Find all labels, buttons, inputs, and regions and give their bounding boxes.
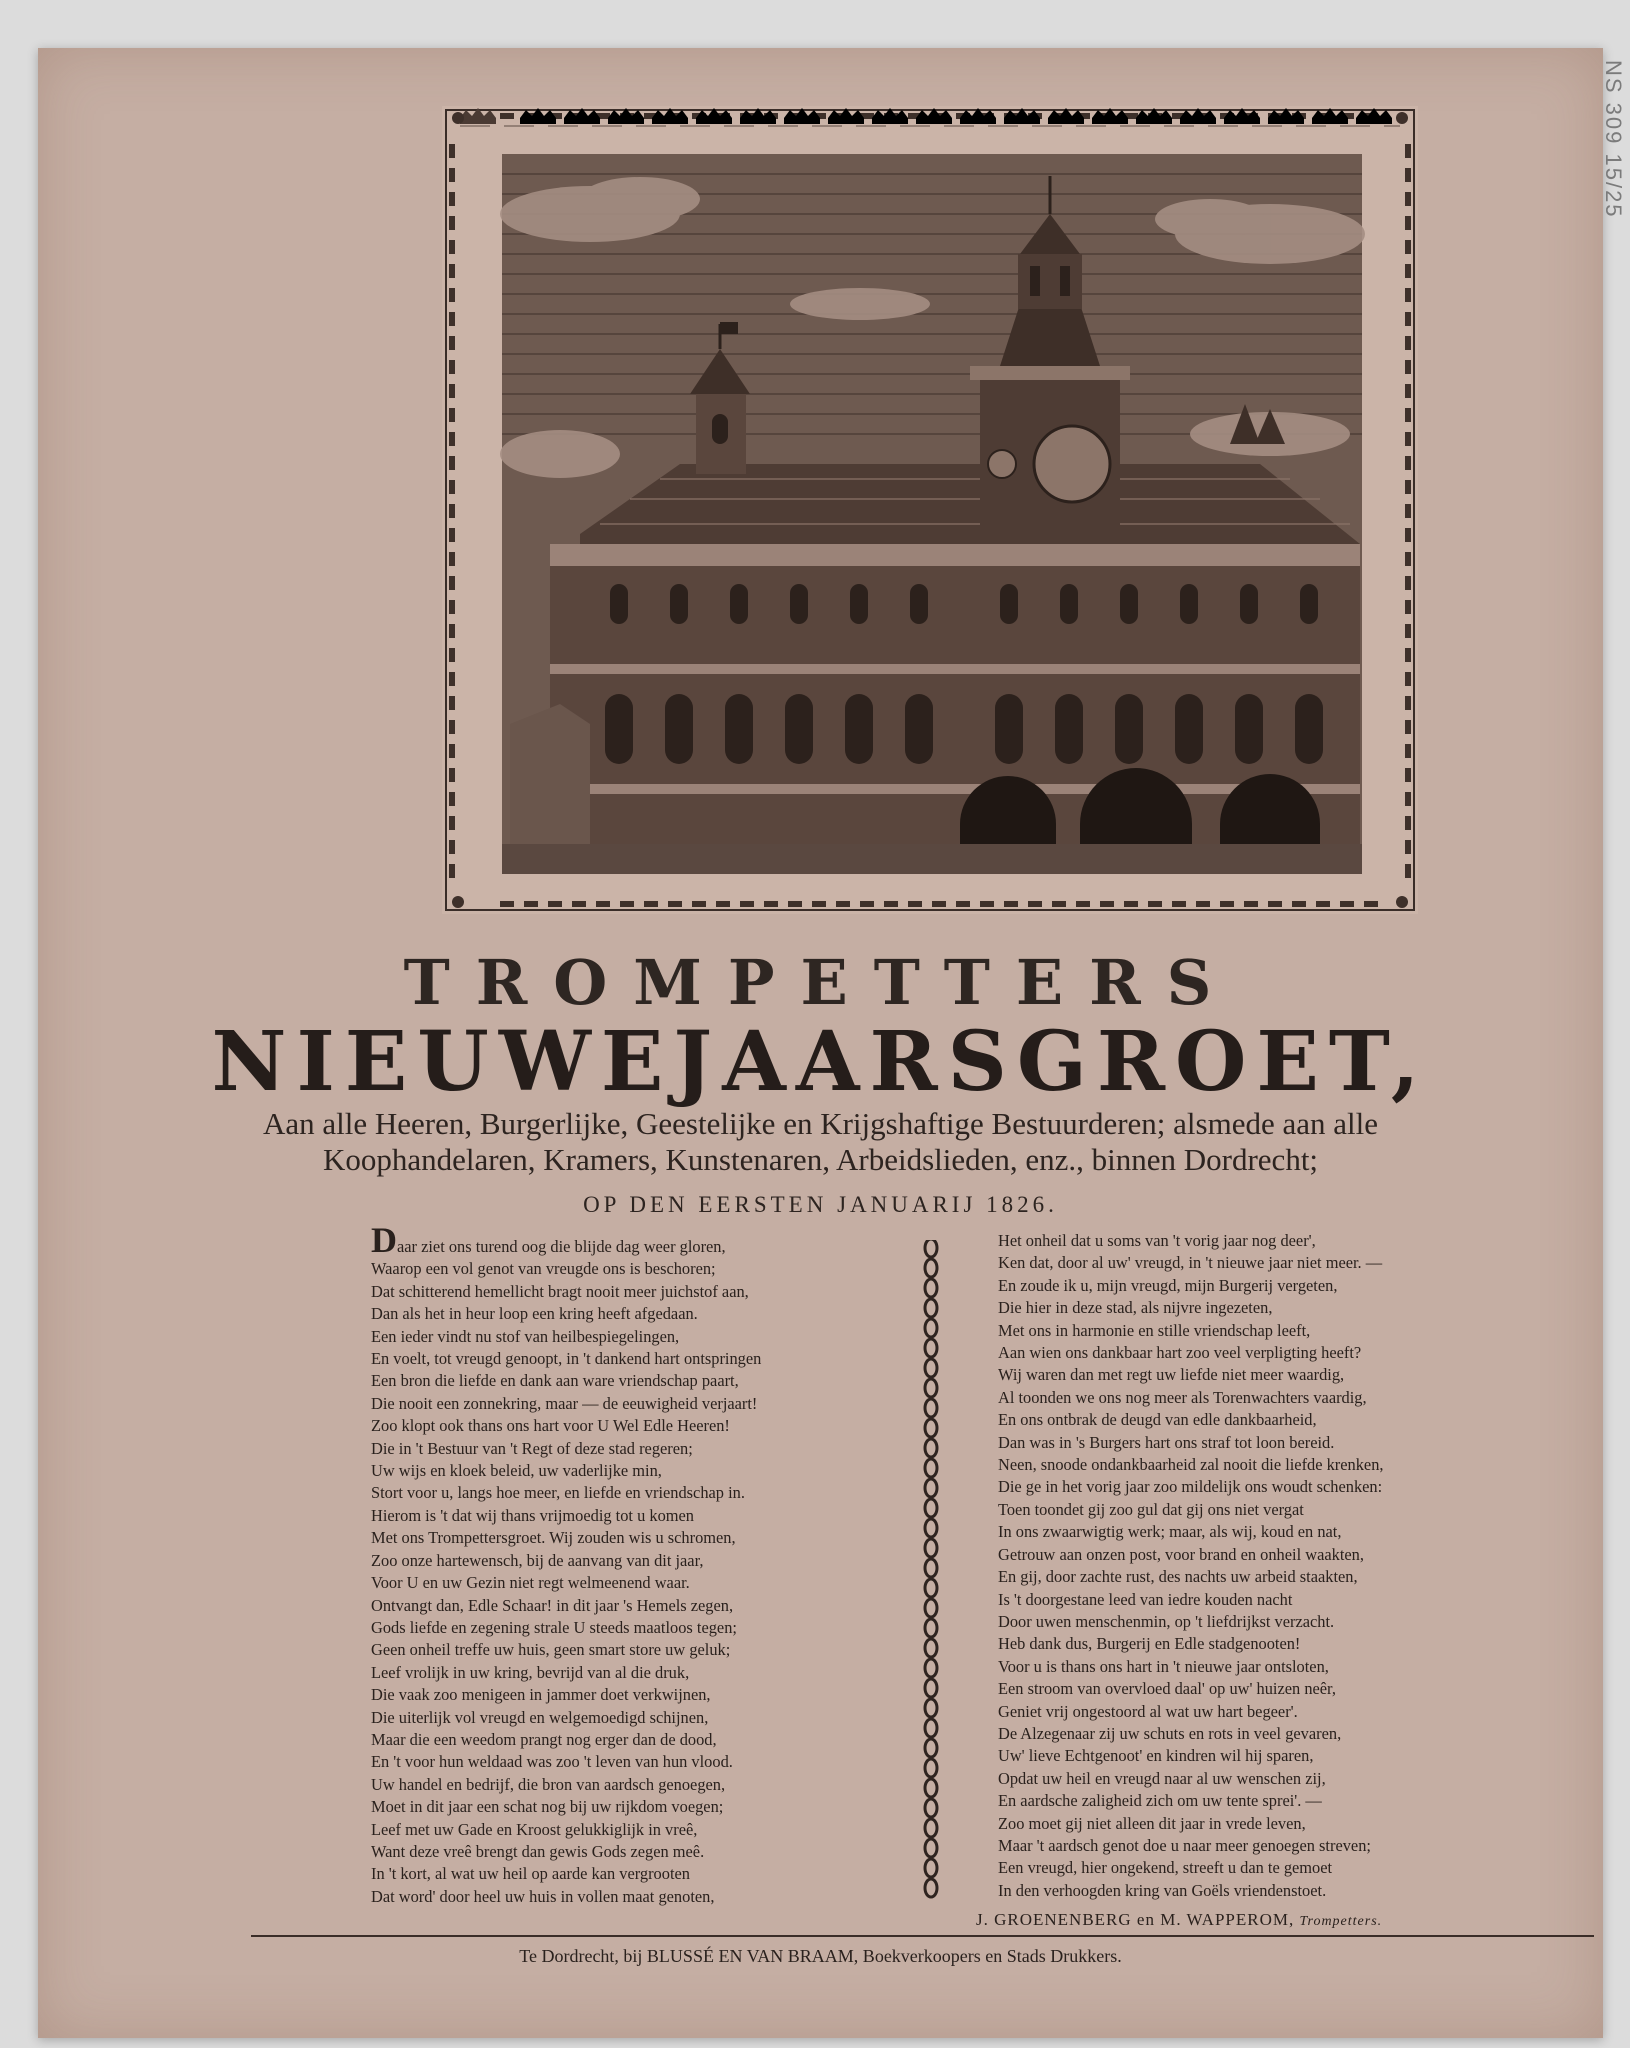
poem-right-lines [998, 1230, 1528, 1902]
poem-line: Al toonden we ons nog meer als Torenwachters vaardig, [998, 1387, 1367, 1407]
chain-link [925, 1259, 937, 1277]
chain-link [925, 1240, 937, 1257]
poem-line: Geniet vrij ongestoord al wat uw hart begeer'. [998, 1701, 1298, 1721]
poem-line: En zoude ik u, mijn vreugd, mijn Burgerij vergeten, [998, 1275, 1338, 1295]
poem-line: Die hier in deze stad, als nijvre ingezeten, [998, 1298, 1273, 1318]
poem-line: Stort voor u, langs hoe meer, en liefde en vriendschap in. [371, 1483, 745, 1503]
poem-line: Uw wijs en kloek beleid, uw vaderlijke min, [371, 1461, 662, 1481]
poem-line: Want deze vreê brengt dan gewis Gods zegen meê. [371, 1841, 705, 1861]
poem-line: In 't kort, al wat uw heil op aarde kan vergrooten [371, 1864, 690, 1884]
poem-line: Die in 't Bestuur van 't Regt of deze stad regeren; [371, 1438, 693, 1458]
poem-line: Een bron die liefde en dank aan ware vriendschap paart, [371, 1371, 739, 1391]
poem-line: Moet in dit jaar een schat nog bij uw rijkdom voegen; [371, 1797, 724, 1817]
poem-line: Toen toondet gij zoo gul dat gij ons niet vergat [998, 1499, 1304, 1519]
poem-line: Leef met uw Gade en Kroost gelukkiglijk in vreê, [371, 1819, 698, 1839]
chain-link [925, 1699, 937, 1717]
poem-line: Door uwen menschenmin, op 't liefdrijkst verzacht. [998, 1611, 1335, 1631]
poem-left-lines [371, 1258, 911, 1908]
poem-line: Opdat uw heil en vreugd naar al uw wenschen zij, [998, 1768, 1326, 1788]
poem-first-line [371, 1220, 911, 1260]
chain-link [925, 1579, 937, 1597]
chain-link [925, 1819, 937, 1837]
chain-link [925, 1459, 937, 1477]
poem-line: Die vaak zoo menigeen in jammer doet verkwijnen, [371, 1685, 711, 1705]
poem-line: Dan was in 's Burgers hart ons straf tot loon bereid. [998, 1432, 1335, 1452]
chain-link [925, 1519, 937, 1537]
poem-line: Die uiterlijk vol vreugd en welgemoedigd schijnen, [371, 1707, 709, 1727]
chain-link [925, 1779, 937, 1797]
poem-line: Getrouw aan onzen post, voor brand en onheil waakten, [998, 1544, 1364, 1564]
poem-line: Zoo moet gij niet alleen dit jaar in vrede leven, [998, 1813, 1306, 1833]
poem-line: Een ieder vindt nu stof van heilbespiegelingen, [371, 1326, 680, 1346]
poem-line: Waarop een vol genot van vreugde ons is beschoren; [371, 1259, 716, 1279]
chain-link [925, 1639, 937, 1657]
poem-line: En voelt, tot vreugd genoopt, in 't dankend hart ontspringen [371, 1349, 762, 1369]
chain-link [925, 1499, 937, 1517]
poem-line: Zoo onze hartewensch, bij de aanvang van dit jaar, [371, 1550, 704, 1570]
signature-names: J. GROENENBERG en M. WAPPEROM, [976, 1910, 1295, 1929]
poem-line: En 't voor hun weldaad was zoo 't leven van hun vlood. [371, 1752, 733, 1772]
subtitle-line-1: Aan alle Heeren, Burgerlijke, Geestelijke en Krijgshaftige Bestuurderen; alsmede aan alle [263, 1106, 1378, 1141]
chain-link [925, 1299, 937, 1317]
poem-line: Die nooit een zonnekring, maar — de eeuwigheid verjaart! [371, 1393, 758, 1413]
poem-line: Voor u is thans ons hart in 't nieuwe jaar ontsloten, [998, 1656, 1329, 1676]
chain-divider [920, 1240, 942, 1912]
poem-line: Maar 't aardsch genot doe u naar meer genoegen streven; [998, 1835, 1371, 1855]
poem-first-line-text: aar ziet ons turend oog die blijde dag weer gloren, [397, 1237, 726, 1256]
poem-line: De Alzegenaar zij uw schuts en rots in veel gevaren, [998, 1723, 1342, 1743]
chain-link [925, 1319, 937, 1337]
poem-right-column [998, 1230, 1528, 1902]
poem-line: En aardsche zaligheid zich om uw tente sprei'. — [998, 1791, 1322, 1811]
chain-link [925, 1479, 937, 1497]
poem-line: Uw handel en bedrijf, die bron van aardsch genoegen, [371, 1774, 726, 1794]
poem-line: Een stroom van overvloed daal' op uw' huizen neêr, [998, 1679, 1336, 1699]
poem-line: En gij, door zachte rust, des nachts uw arbeid staakten, [998, 1567, 1358, 1587]
chain-link [925, 1799, 937, 1817]
title-line-1: TROMPETTERS [403, 946, 1238, 1019]
poem-line: Die ge in het vorig jaar zoo mildelijk ons woudt schenken: [998, 1477, 1383, 1497]
chain-link [925, 1559, 937, 1577]
chain-link [925, 1339, 937, 1357]
chain-link [925, 1839, 937, 1857]
chain-link [925, 1279, 937, 1297]
poem-line: Gods liefde en zegening strale U steeds maatloos tegen; [371, 1617, 737, 1637]
chain-link [925, 1399, 937, 1417]
poem-line: Zoo klopt ook thans ons hart voor U Wel Edle Heeren! [371, 1416, 730, 1436]
poem-left-column [371, 1220, 911, 1908]
poem-line: In ons zwaarwigtig werk; maar, als wij, koud en nat, [998, 1522, 1342, 1542]
poem-line: Met ons in harmonie en stille vriendschap leeft, [998, 1320, 1311, 1340]
chain-link [925, 1359, 937, 1377]
poem-line: Hierom is 't dat wij thans vrijmoedig tot u komen [371, 1505, 694, 1525]
poem-line: Maar die een weedom prangt nog erger dan de dood, [371, 1729, 717, 1749]
divider-rule [251, 1935, 1594, 1937]
poem-line: Aan wien ons dankbaar hart zoo veel verpligting heeft? [998, 1343, 1362, 1363]
chain-link [925, 1419, 937, 1437]
poem-line: Heb dank dus, Burgerij en Edle stadgenooten! [998, 1634, 1301, 1654]
date-line: OP DEN EERSTEN JANUARIJ 1826. [583, 1192, 1058, 1217]
poem-line: Dan als het in heur loop een kring heeft afgedaan. [371, 1304, 698, 1324]
poem-line: Ken dat, door al uw' vreugd, in 't nieuwe jaar niet meer. — [998, 1253, 1383, 1273]
chain-link [925, 1739, 937, 1757]
town-hall-woodcut-picture [440, 104, 1420, 916]
printer-imprint: Te Dordrecht, bij BLUSSÉ EN VAN BRAAM, Boekverkoopers en Stads Drukkers. [519, 1946, 1122, 1966]
chain-link [925, 1599, 937, 1617]
chain-link [925, 1759, 937, 1777]
drop-cap: D [371, 1220, 397, 1260]
signature [976, 1910, 1382, 1930]
poem-line: Wij waren dan met regt uw liefde niet meer waardig, [998, 1365, 1345, 1385]
broadside-sheet [38, 48, 1603, 2038]
chain-link [925, 1439, 937, 1457]
title-line-2: NIEUWEJAARSGROET, [211, 1014, 1430, 1110]
poem-line: Met ons Trompettersgroet. Wij zouden wis u schromen, [371, 1528, 736, 1548]
poem-line: Voor U en uw Gezin niet regt welmeenend waar. [371, 1573, 690, 1593]
poem-line: Een vreugd, hier ongekend, streeft u dan te gemoet [998, 1858, 1333, 1878]
poem-line: Uw' lieve Echtgenoot' en kindren wil hij sparen, [998, 1746, 1314, 1766]
woodcut-illustration [440, 104, 1420, 916]
chain-link [925, 1679, 937, 1697]
chain-link [925, 1719, 937, 1737]
poem-line: En ons ontbrak de deugd van edle dankbaarheid, [998, 1410, 1317, 1430]
poem-line: In den verhoogden kring van Goëls vriendenstoet. [998, 1880, 1327, 1900]
margin-note: NS 309 15/25 [1601, 60, 1626, 219]
poem-line: Dat schitterend hemellicht bragt nooit meer juichstof aan, [371, 1281, 749, 1301]
chain-link [925, 1659, 937, 1677]
subtitle-line-2: Koophandelaren, Kramers, Kunstenaren, Arbeidslieden, enz., binnen Dordrecht; [322, 1142, 1319, 1177]
poem-line: Ontvangt dan, Edle Schaar! in dit jaar 's Hemels zegen, [371, 1595, 734, 1615]
chain-link [925, 1859, 937, 1877]
poem-line: Neen, snoode ondankbaarheid zal nooit die liefde krenken, [998, 1455, 1384, 1475]
poem-line: Geen onheil treffe uw huis, geen smart store uw geluk; [371, 1640, 731, 1660]
chain-link [925, 1539, 937, 1557]
poem-line: Dat word' door heel uw huis in vollen maat genoten, [371, 1886, 715, 1906]
chain-link [925, 1879, 937, 1897]
chain-link [925, 1379, 937, 1397]
poem-line: Het onheil dat u soms van 't vorig jaar nog deer', [998, 1231, 1316, 1250]
poem-line: Leef vrolijk in uw kring, bevrijd van al die druk, [371, 1662, 690, 1682]
chain-link [925, 1619, 937, 1637]
signature-role: Trompetters. [1299, 1914, 1383, 1929]
poem-line: Is 't doorgestane leed van iedre kouden nacht [998, 1589, 1293, 1609]
